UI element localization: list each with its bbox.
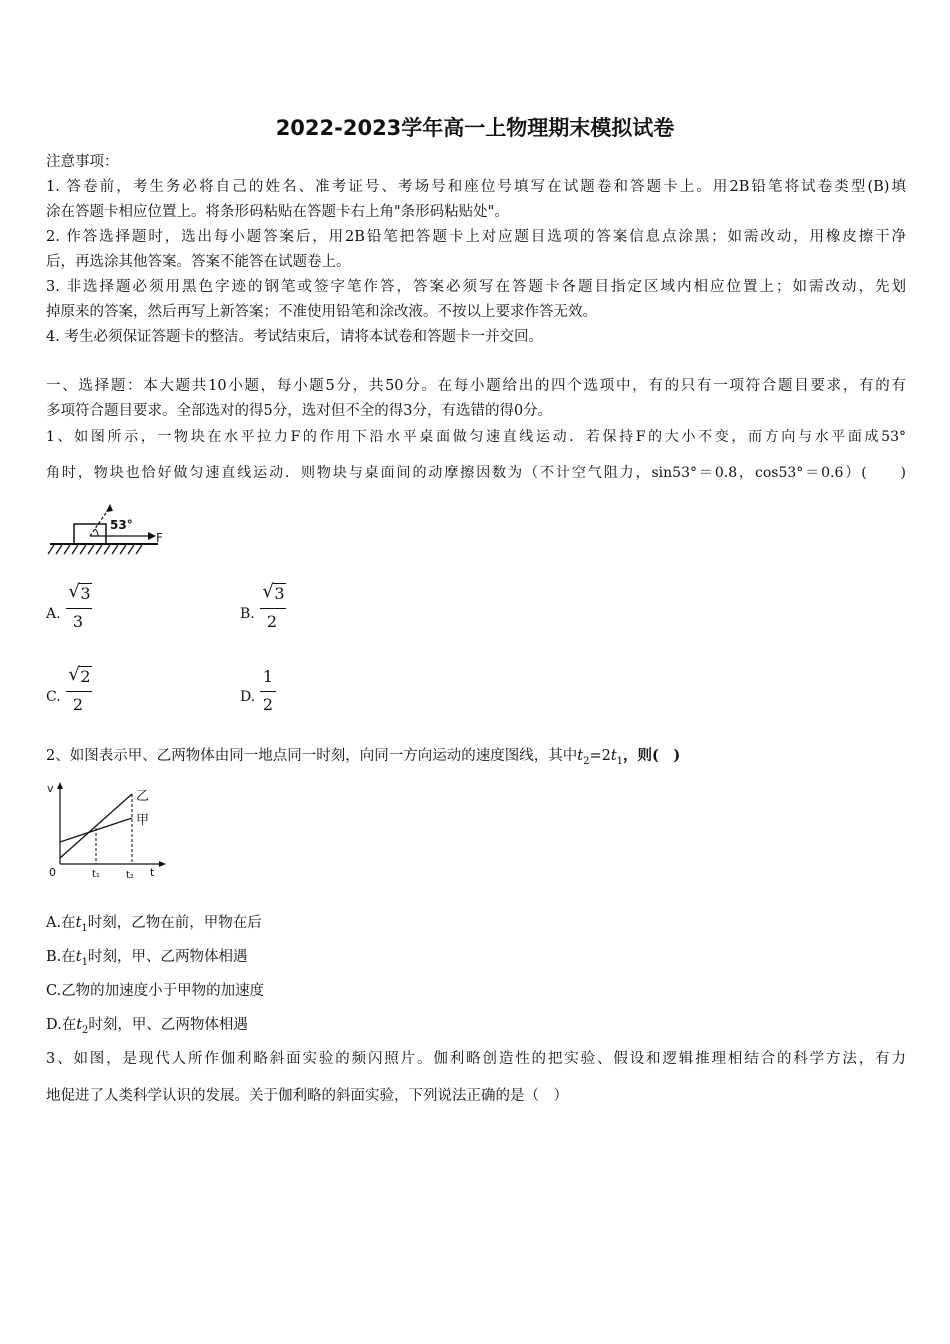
t-axis-label: t (150, 866, 155, 879)
question-1-stem-line-2: 角时，物块也恰好做匀速直线运动．则物块与桌面间的动摩擦因数为（不计空气阻力，sin53°＝0.8，cos53°＝0.6）( ) (46, 465, 906, 481)
force-label: F (156, 531, 163, 545)
section-1-instructions-line-2: 多项符合题目要求。全部选对的得5分，选对但不全的得3分，有选错的得0分。 (46, 403, 553, 419)
question-1-stem-line-1: 1、如图所示，一物块在水平拉力F的作用下沿水平桌面做匀速直线运动．若保持F的大小不变，而方向与水平面成53° (46, 429, 906, 445)
q2-option-c[interactable]: C.乙物的加速度小于甲物的加速度 (46, 983, 265, 999)
option-d-numerator: 1 (262, 667, 274, 686)
option-a-label: A. (46, 606, 61, 622)
q2-option-d[interactable]: D.在$t_2$时刻，甲、乙两物体相遇 (46, 1017, 248, 1036)
notice-item-2-line-1: 2. 作答选择题时，选出每小题答案后，用2B铅笔把答题卡上对应题目选项的答案信息点涂黑；如需改动，用橡皮擦干净 (46, 229, 906, 245)
option-c-label: C. (46, 689, 61, 705)
option-b-radicand: 3 (274, 584, 285, 603)
t2-label: t₂ (126, 870, 134, 881)
series-yi-label: 乙 (136, 789, 150, 804)
question-2-velocity-graph (44, 780, 174, 884)
option-b-label: B. (240, 606, 255, 622)
question-2-stem: 2、如图表示甲、乙两物体由同一地点同一时刻，向同一方向运动的速度图线，其中$t_2=2t_1$，则( ) (46, 747, 681, 767)
exam-page: 2022-2023学年高一上物理期末模拟试卷 注意事项： 1. 答卷前，考生务必将自己的姓名、准考证号、考场号和座位号填写在试题卷和答题卡上。用2B铅笔将试卷类型(B)填 涂在答题卡相应位置上。将条形码粘贴在答题卡右上角"条形码粘贴处"。 2. 作答选择题时，选出每小题答案后，用2B铅笔把答题卡上对应题目选项的答案信息点涂黑；如需改动，用橡皮擦干净 后，再选涂其他答案。答案不能答在试题卷上。 3. 非选择题必须用黑色字迹的钢笔或签字笔作答，答案必须写在答题卡各题目指定区域内相应位置上；如需改动，先划 掉原来的答案，然后再写上新答案；不准使用铅笔和涂改液。不按以上要求作答无效。 4. 考生必须保证答题卡的整洁。考试结束后，请将本试卷和答题卡一并交回。 一、选择题：本大题共10小题，每小题5分，共50分。在每小题给出的四个选项中，有的只有一项符合题目要求，有的有 多项符合题目要求。全部选对的得5分，选对但不全的得3分，有选错的得0分。 1、如图所示，一物块在水平拉力F的作用下沿水平桌面做匀速直线运动．若保持F的大小不变，而方向与水平面成53° 角时，物块也恰好做匀速直线运动．则物块与桌面间的动摩擦因数为（不计空气阻力，sin53°＝0.8，cos53°＝0.6）( ) 53° F A. √ 3 3 B. √ 3 2 C. √ 2 2 D. 1 2 2、如图表示甲、乙两物体由同一地点同一时刻，向同一方向运动的速度图线，其中$t_2=2t_1$，则( ) v 0 t₁ t₂ t 乙 甲 A.在$t_1$时刻，乙物在前，甲物在后 B.在$t_1$时刻，甲、乙两物体相遇 C.乙物的加速度小于甲物的加速度 D.在$t_2$时刻，甲、乙两物体相遇 3、如图，是现代人所作伽利略斜面实验的频闪照片。伽利略创造性的把实验、假设和逻辑推理相结合的科学方法，有力 地促进了人类科学认识的发展。关于伽利略的斜面实验，下列说法正确的是（ ） (0, 0, 950, 1344)
question-3-stem-line-2: 地促进了人类科学认识的发展。关于伽利略的斜面实验，下列说法正确的是（ ） (46, 1088, 568, 1104)
notice-item-4: 4. 考生必须保证答题卡的整洁。考试结束后，请将本试卷和答题卡一并交回。 (46, 329, 543, 345)
option-c-radicand: 2 (80, 667, 91, 686)
section-1-instructions-line-1: 一、选择题：本大题共10小题，每小题5分，共50分。在每小题给出的四个选项中，有的只有一项符合题目要求，有的有 (46, 378, 906, 394)
question-3-stem-line-1: 3、如图，是现代人所作伽利略斜面实验的频闪照片。伽利略创造性的把实验、假设和逻辑推理相结合的科学方法，有力 (46, 1051, 906, 1067)
v-axis-label: v (47, 782, 54, 795)
option-b-denominator: 2 (266, 612, 278, 631)
q2-option-b[interactable]: B.在$t_1$时刻，甲、乙两物体相遇 (46, 949, 248, 968)
series-jia-label: 甲 (136, 813, 150, 828)
notice-item-3-line-1: 3. 非选择题必须用黑色字迹的钢笔或签字笔作答，答案必须写在答题卡各题目指定区域内相应位置上；如需改动，先划 (46, 279, 906, 295)
origin-label: 0 (49, 866, 56, 879)
option-d-denominator: 2 (262, 695, 274, 714)
page-title: 2022-2023学年高一上物理期末模拟试卷 (275, 116, 675, 140)
option-a-denominator: 3 (72, 612, 84, 631)
notice-item-3-line-2: 掉原来的答案，然后再写上新答案；不准使用铅笔和涂改液。不按以上要求作答无效。 (46, 304, 597, 320)
question-1-figure (46, 492, 170, 564)
option-c-denominator: 2 (72, 695, 84, 714)
angle-label: 53° (110, 518, 133, 532)
notice-item-2-line-2: 后，再选涂其他答案。答案不能答在试题卷上。 (46, 254, 351, 270)
option-d-label: D. (240, 689, 256, 705)
option-a-radicand: 3 (80, 584, 91, 603)
notice-item-1-line-1: 1. 答卷前，考生务必将自己的姓名、准考证号、考场号和座位号填写在试题卷和答题卡上。用2B铅笔将试卷类型(B)填 (46, 179, 906, 195)
t1-label: t₁ (92, 869, 100, 880)
q2-option-a[interactable]: A.在$t_1$时刻，乙物在前，甲物在后 (46, 915, 262, 934)
notice-heading: 注意事项： (46, 154, 119, 170)
notice-item-1-line-2: 涂在答题卡相应位置上。将条形码粘贴在答题卡右上角"条形码粘贴处"。 (46, 204, 509, 220)
